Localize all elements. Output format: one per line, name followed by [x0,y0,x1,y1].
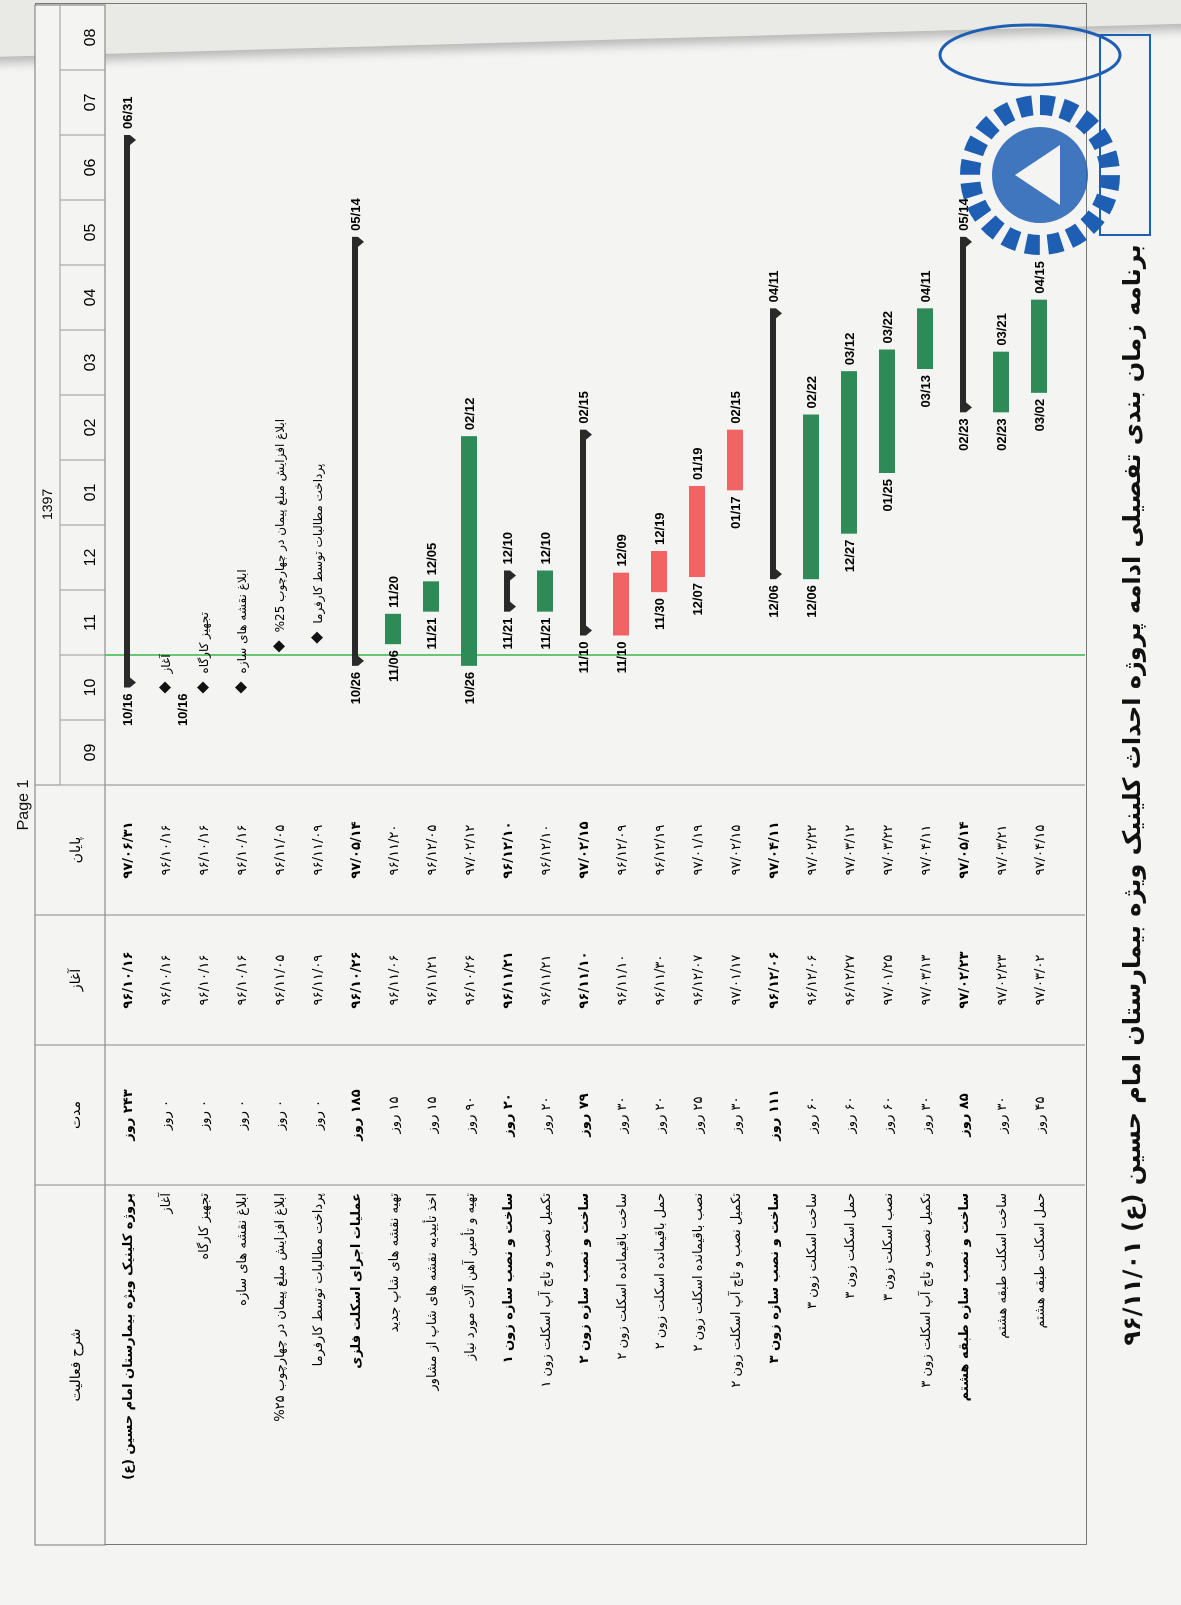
task-start: ۹۶/۱۰/۱۶ [159,954,174,1006]
task-duration: ۰ روز [273,1100,288,1130]
task-finish: ۹۷/۰۳/۲۱ [995,824,1010,876]
task-duration: ۳۰ روز [919,1096,934,1134]
header-activity: شرح فعالیت [68,1328,84,1402]
task-duration: ۳۰ روز [615,1096,630,1134]
bar-start-label: 10/26 [462,671,477,705]
summary-bar [580,430,586,636]
company-stamp [920,15,1160,275]
bar-finish-label: 05/14 [348,198,363,231]
bar-start-label: 11/10 [614,641,629,674]
milestone-marker [311,632,323,644]
bar-finish-label: 03/22 [880,310,895,344]
task-name: ساخت اسکلت طبقه هشتم [995,1193,1010,1339]
task-start: ۹۶/۱۱/۱۰ [615,954,630,1006]
month-label-10: 10 [82,678,99,697]
summary-bar-start-cap [358,656,364,666]
bar-start-label: 11/21 [424,617,439,650]
task-name: ساخت باقیمانده اسکلت زون ۲ [615,1193,630,1360]
task-finish: ۹۷/۰۳/۱۲ [843,824,858,876]
task-duration: ۰ روز [197,1100,212,1130]
milestone-label: ابلاغ افزایش مبلغ پیمان در چهارچوب 25% [273,418,287,633]
summary-bar-end-cap [776,308,782,318]
month-label-05: 05 [82,223,99,242]
task-start: ۹۶/۱۰/۲۶ [349,951,364,1009]
task-finish: ۹۶/۱۰/۱۶ [235,824,250,876]
bar-finish-label: 03/12 [842,332,857,366]
task-bar [841,371,857,534]
task-name: ساخت و نصب سازه زون ۱ [501,1193,516,1364]
task-finish: ۹۷/۰۵/۱۴ [349,821,364,879]
task-duration: ۲۰ روز [539,1096,554,1134]
task-duration: ۲۴۳ روز [121,1089,136,1141]
task-start: ۹۶/۱۲/۰۶ [805,954,820,1006]
task-bar [803,415,819,580]
month-label-03: 03 [82,353,99,372]
milestone-marker [159,682,171,694]
task-start: ۹۶/۱۱/۲۱ [425,954,440,1006]
task-duration: ۱۵ روز [387,1096,402,1134]
bar-start-label: 01/25 [880,479,895,512]
task-duration: ۶۰ روز [881,1096,896,1134]
task-finish: ۹۷/۰۴/۱۱ [767,821,782,879]
bar-start-label: 02/23 [956,418,971,451]
milestone-marker [273,640,285,652]
task-finish: ۹۷/۰۳/۲۲ [881,824,896,876]
task-name: اخذ تأییدیه نقشه های شاپ از مشاور [425,1193,440,1391]
summary-bar-start-cap [510,602,516,612]
month-label-09: 09 [82,743,99,762]
task-name: حمل باقیمانده اسکلت زون ۲ [653,1193,668,1350]
month-label-12: 12 [82,548,99,567]
task-start: ۹۶/۱۰/۱۶ [235,954,250,1006]
task-bar [613,573,629,636]
bar-start-label: 12/06 [804,585,819,618]
task-start: ۹۶/۱۱/۰۵ [273,954,288,1006]
bar-finish-label: 04/11 [918,270,933,303]
summary-bar-start-cap [130,678,136,688]
bar-start-label: 12/06 [766,585,781,618]
header-finish: پایان [68,836,84,864]
task-start: ۹۶/۱۱/۱۰ [577,951,592,1009]
task-finish: ۹۷/۰۲/۱۵ [577,821,592,879]
task-finish: ۹۷/۰۴/۱۵ [1033,824,1048,876]
task-finish: ۹۶/۱۰/۱۶ [197,824,212,876]
task-start: ۹۶/۱۱/۲۱ [539,954,554,1006]
task-bar [879,350,895,474]
bar-finish-label: 02/12 [462,397,477,431]
page-footer: Page 1 [15,779,32,831]
task-bar [1031,300,1047,393]
bar-start-label: 10/26 [348,671,363,705]
task-duration: ۳۰ روز [729,1096,744,1134]
header-duration: مدت [68,1100,84,1130]
task-name: حمل اسکلت زون ۳ [843,1193,858,1299]
bar-start-label: 11/30 [652,598,667,630]
task-duration: ۸۵ روز [957,1093,972,1137]
bar-finish-label: 12/10 [538,531,553,565]
task-name: عملیات اجرای اسکلت فلزی [349,1193,364,1369]
task-name: تجهیز کارگاه [197,1193,212,1260]
bar-finish-label: 05/14 [956,198,971,231]
task-finish: ۹۶/۱۲/۰۹ [615,824,630,876]
milestone-label: تجهیز کارگاه [197,612,211,674]
task-bar [727,430,743,491]
task-start: ۹۷/۰۱/۲۵ [881,954,896,1006]
task-bar [537,571,553,612]
task-finish: ۹۶/۱۲/۱۰ [539,824,554,876]
task-duration: ۲۰ روز [501,1093,516,1137]
task-start: ۹۶/۱۰/۱۶ [197,954,212,1006]
task-duration: ۰ روز [311,1100,326,1130]
task-bar [993,352,1009,413]
task-start: ۹۷/۰۳/۰۲ [1033,954,1048,1006]
task-finish: ۹۷/۰۱/۱۹ [691,824,706,876]
task-finish: ۹۶/۱۲/۱۰ [501,821,516,879]
task-finish: ۹۷/۰۲/۱۵ [729,824,744,876]
month-label-01: 01 [82,483,99,502]
task-name: ساخت و نصب سازه طبقه هشتم [957,1193,972,1402]
milestone-marker [197,682,209,694]
task-name: پرداخت مطالبات توسط کارفرما [311,1193,326,1367]
summary-bar-end-cap [130,135,136,145]
bar-finish-label: 12/10 [500,531,515,565]
task-duration: ۳۰ روز [995,1096,1010,1134]
bar-finish-label: 04/15 [1032,261,1047,294]
task-finish: ۹۶/۱۱/۰۵ [273,824,288,876]
task-finish: ۹۶/۱۲/۰۵ [425,824,440,876]
task-bar [461,436,477,666]
task-start: ۹۷/۰۱/۱۷ [729,954,744,1006]
bar-start-label: 11/06 [386,650,401,682]
month-label-02: 02 [82,418,99,437]
task-start: ۹۶/۱۱/۲۱ [501,951,516,1009]
bar-finish-label: 12/09 [614,534,629,567]
bar-start-label: 11/10 [576,641,591,674]
bar-start-label: 10/16 [120,693,135,727]
summary-bar-start-cap [776,569,782,579]
bar-start-label: 02/23 [994,418,1009,451]
milestone-label: ابلاغ نقشه های سازه [235,569,249,674]
month-label-08: 08 [82,28,99,47]
bar-finish-label: 04/11 [766,270,781,303]
task-bar [917,308,933,369]
timeline-year-label: 1397 [39,488,55,520]
summary-bar [770,308,776,579]
task-start: ۹۷/۰۲/۲۳ [995,954,1010,1006]
task-bar [385,614,401,644]
bar-start-label: 11/21 [500,617,515,650]
bar-finish-label: 06/31 [120,96,135,129]
task-name: ساخت اسکلت زون ۳ [805,1193,820,1309]
task-duration: ۶۰ روز [805,1096,820,1134]
task-start: ۹۶/۱۲/۲۷ [843,954,858,1006]
task-start: ۹۶/۱۱/۳۰ [653,954,668,1006]
bar-finish-label: 01/19 [690,447,705,480]
summary-bar-end-cap [358,237,364,247]
task-duration: ۱۸۵ روز [349,1089,364,1141]
page-title: برنامه زمان بندی تفصیلی ادامه پروژه احداث کلینیک ویژه بیمارستان امام حسین (ع) ۹۶/۱۱/۰۱ [1118,244,1146,1346]
bar-start-label: 11/21 [538,617,553,650]
bar-finish-label: 03/21 [994,313,1009,346]
bar-start-label: 12/07 [690,583,705,616]
task-start: ۹۶/۱۲/۰۶ [767,951,782,1009]
task-finish: ۹۷/۰۶/۳۱ [121,821,136,879]
task-duration: ۶۰ روز [843,1096,858,1134]
task-duration: ۱۵ روز [425,1096,440,1134]
bar-finish-label: 02/15 [728,391,743,424]
task-name: نصب اسکلت زون ۳ [881,1193,896,1301]
task-duration: ۰ روز [235,1100,250,1130]
task-name: آغاز [159,1193,174,1214]
milestone-label: پرداخت مطالبات توسط کارفرما [311,463,325,624]
task-start: ۹۶/۱۱/۰۹ [311,954,326,1006]
task-duration: ۰ روز [159,1100,174,1130]
bar-finish-label: 12/19 [652,512,667,545]
task-name: تکمیل نصب و تاچ آپ اسکلت زون ۲ [729,1193,744,1388]
task-finish: ۹۷/۰۴/۱۱ [919,824,934,876]
task-name: ساخت و نصب سازه زون ۳ [767,1193,782,1364]
task-bar [651,551,667,592]
task-name: تهیه و تأمین آهن آلات مورد نیاز [463,1193,478,1361]
task-duration: ۲۰ روز [653,1096,668,1134]
summary-bar [124,135,130,688]
task-name: پروژه کلینیک ویژه بیمارستان امام حسین (ع) [121,1193,136,1480]
task-duration: ۹۰ روز [463,1096,478,1134]
task-start: ۹۷/۰۲/۲۳ [957,951,972,1009]
signature-oval [940,25,1120,85]
task-duration: ۲۵ روز [691,1096,706,1134]
task-bar [689,486,705,577]
bar-start-label: 01/17 [728,496,743,529]
summary-bar-end-cap [586,430,592,440]
bar-start-label: 03/13 [918,375,933,408]
task-name: ساخت و نصب سازه زون ۲ [577,1193,592,1364]
task-start: ۹۷/۰۳/۱۳ [919,954,934,1006]
month-label-11: 11 [82,614,99,631]
task-duration: ۴۵ روز [1033,1096,1048,1134]
month-label-07: 07 [82,93,99,112]
bar-finish-label: 02/22 [804,375,819,409]
month-label-04: 04 [82,288,99,307]
task-name: تهیه نقشه های شاپ جدید [387,1193,402,1333]
month-label-06: 06 [82,158,99,177]
task-name: نصب باقیمانده اسکلت زون ۲ [691,1193,706,1352]
task-name: ابلاغ نقشه های سازه [235,1193,250,1306]
task-start: ۹۶/۱۲/۰۷ [691,954,706,1006]
summary-bar [352,237,358,666]
task-duration: ۱۱۱ روز [767,1089,782,1141]
summary-bar-start-cap [966,402,972,412]
task-name: تکمیل نصب و تاچ آپ اسکلت زون ۳ [919,1193,934,1388]
task-name: ابلاغ افزایش مبلغ پیمان در چهارچوب ۲۵% [273,1193,288,1422]
task-name: تکمیل نصب و تاچ آپ اسکلت زون ۱ [539,1193,554,1388]
bar-finish-label: 12/05 [424,542,439,576]
milestone-label: آغاز [159,654,173,674]
task-bar [423,581,439,611]
bar-start-label: 03/02 [1032,398,1047,432]
task-duration: ۷۹ روز [577,1093,592,1137]
task-start: ۹۶/۱۱/۰۶ [387,954,402,1006]
summary-bar [504,571,510,612]
bar-start-label: 10/16 [175,693,190,727]
task-finish: ۹۶/۱۱/۲۰ [387,824,402,876]
task-finish: ۹۷/۰۵/۱۴ [957,821,972,879]
task-finish: ۹۷/۰۲/۱۲ [463,824,478,876]
task-finish: ۹۶/۱۲/۱۹ [653,824,668,876]
bar-start-label: 12/27 [842,539,857,573]
task-finish: ۹۶/۱۱/۰۹ [311,824,326,876]
task-finish: ۹۷/۰۲/۲۲ [805,824,820,876]
milestone-marker [235,682,247,694]
bar-finish-label: 02/15 [576,391,591,424]
task-start: ۹۶/۱۰/۱۶ [121,951,136,1009]
header-start: آغاز [68,968,84,992]
summary-bar-end-cap [510,571,516,581]
summary-bar-start-cap [586,626,592,636]
gear-logo-icon [970,105,1110,245]
bar-finish-label: 11/20 [386,576,401,608]
task-finish: ۹۶/۱۰/۱۶ [159,824,174,876]
task-name: حمل اسکلت طبقه هشتم [1033,1193,1048,1329]
task-start: ۹۶/۱۰/۲۶ [463,954,478,1006]
